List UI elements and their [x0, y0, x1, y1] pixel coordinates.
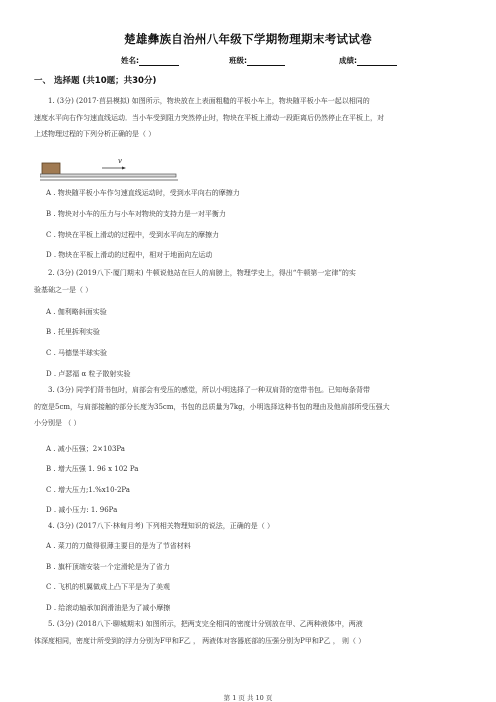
cart-platform	[40, 174, 176, 177]
q2-option-c[interactable]: C . 马德堡半球实验	[46, 349, 108, 357]
question-text-line: 的宽是5cm，与肩部接触的部分长度为35cm，书包的总质量为7kg，小明选择这种书包的理由及他肩部所受压强大	[34, 402, 390, 411]
q1-option-c[interactable]: C . 物块在平板上滑动的过程中，受到水平向左的摩擦力	[46, 231, 220, 239]
question-text-line: 1. (3分) (2017·莒县模拟) 如图所示，物块放在上表面粗糙的平板小车上，物块随平板小车一起以相同的	[48, 97, 370, 105]
class-field	[229, 55, 285, 66]
cart-block-diagram	[40, 152, 180, 182]
score-field	[339, 55, 397, 66]
exam-title: 楚雄彝族自治州八年级下学期物理期末考试试卷	[124, 32, 372, 46]
page-footer: 第 1 页 共 10 页	[223, 694, 273, 702]
question-text-line: 验基础之一是（ ）	[34, 285, 93, 294]
q3-option-d[interactable]: D . 减小压力: 1. 96Pa	[46, 506, 118, 514]
question-text-line: 体深度相同，密度计所受到的浮力分别为F甲和F乙 ， 两液体对容器底部的压强分别为P甲和P乙 ， 则（ ）	[34, 636, 366, 645]
q4-option-b[interactable]: B . 旗杆顶端安装一个定滑轮是为了省力	[46, 563, 170, 571]
section-heading: 一、 选择题 (共10题；共30分)	[34, 76, 157, 86]
question-text-line: 4. (3分) (2017八下·林甸月考) 下列相关物理知识的说法，正确的是（ ）	[48, 522, 274, 530]
score-label: 成绩:	[339, 56, 357, 65]
class-blank[interactable]	[247, 57, 285, 66]
q4-option-a[interactable]: A . 菜刀的刀做得很薄主要目的是为了节省材料	[46, 542, 191, 550]
q2-option-d[interactable]: D . 卢瑟福 α 粒子散射实验	[46, 370, 131, 378]
question-text-line: 小分别是 （ ）	[34, 419, 81, 427]
name-blank[interactable]	[139, 57, 179, 66]
question-3	[34, 382, 474, 432]
question-1	[34, 93, 474, 143]
class-label: 班级:	[229, 56, 247, 65]
velocity-arrowhead	[122, 167, 126, 170]
name-label: 姓名:	[121, 56, 139, 65]
question-text-line: 5. (3分) (2018八下·聊城期末) 如图所示，把两支完全相同的密度计分别放在甲、乙两种液体中，两液	[48, 620, 363, 628]
question-text-line: 速度水平向右作匀速直线运动．当小车受到阻力突然停止时，物块在平板上滑动一段距离后仍然停止在平板上，对	[34, 113, 384, 122]
q3-option-c[interactable]: C . 增大压力;1.%x10-2Pa	[46, 486, 130, 494]
q4-option-c[interactable]: C . 飞机的机翼做成上凸下平是为了美观	[46, 583, 171, 591]
question-2	[34, 265, 474, 298]
q1-option-a[interactable]: A . 物块随平板小车作匀速直线运动时，受到水平向右的摩擦力	[46, 189, 240, 197]
question-text-line: 上述物理过程的下列分析正确的是（ ）	[34, 130, 156, 138]
question-5	[34, 616, 474, 649]
q2-option-a[interactable]: A . 伽利略斜面实验	[46, 308, 107, 316]
q2-option-b[interactable]: B . 托里拆利实验	[46, 328, 100, 336]
question-text-line: 2. (3分) (2019八下·厦门期末) 牛顿说他站在巨人的肩膀上，物理学史上，得出“牛顿第一定律”的实	[48, 269, 356, 277]
q3-option-a[interactable]: A . 减小压强；2×103Pa	[46, 445, 125, 453]
q3-option-b[interactable]: B . 增大压强 1. 96 x 102 Pa	[46, 465, 139, 473]
q4-option-d[interactable]: D . 给滚动轴承加润滑油是为了减小摩擦	[46, 604, 171, 612]
q1-option-b[interactable]: B . 物块对小车的压力与小车对物块的支持力是一对平衡力	[46, 210, 226, 218]
name-field	[121, 55, 179, 66]
velocity-label: v	[118, 157, 122, 165]
question-4	[34, 518, 474, 535]
score-blank[interactable]	[357, 57, 397, 66]
question-text-line: 3. (3分) 同学们背书包时，肩部会有受压的感觉，所以小明选择了一种双肩背的宽带书包。已知每条背带	[48, 386, 371, 394]
block-shape	[42, 163, 60, 174]
q1-option-d[interactable]: D . 物块在平板上滑动的过程中，相对于地面向左运动	[46, 251, 213, 259]
